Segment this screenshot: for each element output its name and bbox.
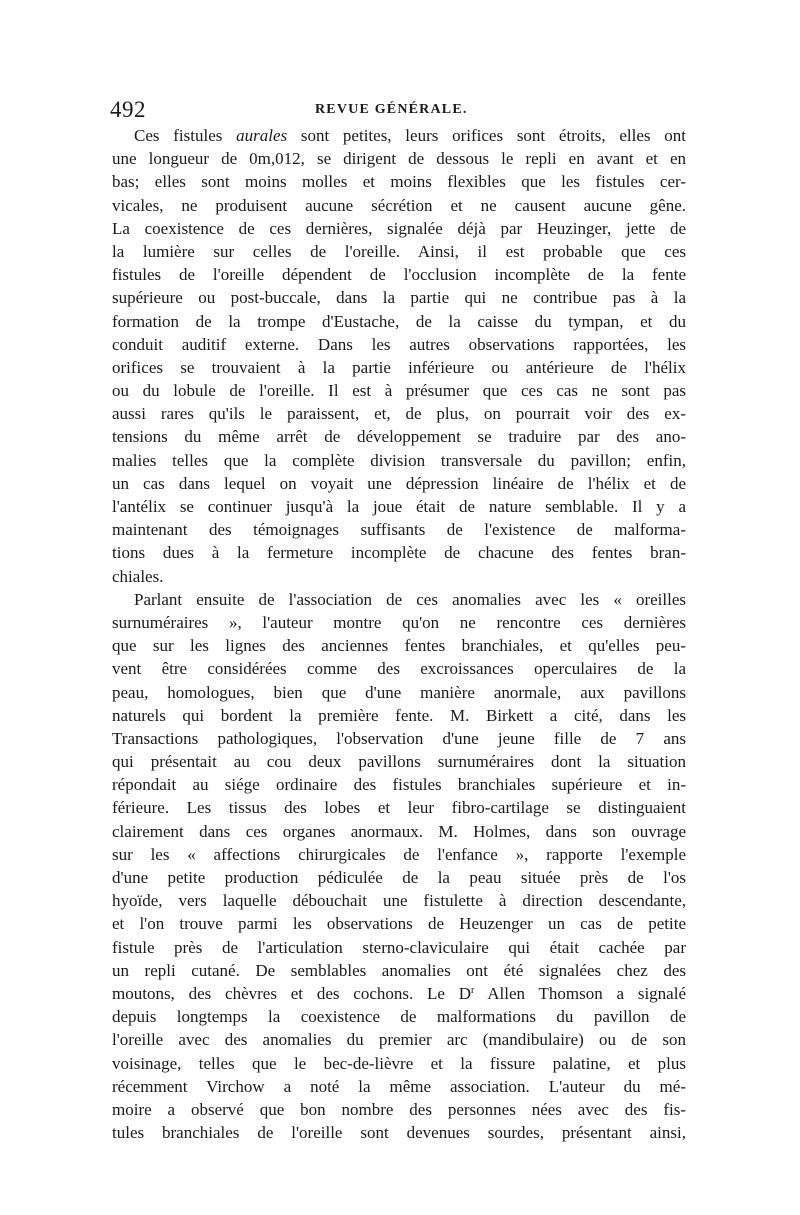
text-line: supérieure ou post-buccale, dans la partie qui ne contribue pas à la — [112, 288, 686, 308]
text-line: fistules de l'oreille dépendent de l'occlusion incomplète de la fente — [112, 265, 686, 285]
text-line: un repli cutané. De semblables anomalies ont été signalées chez des — [112, 960, 686, 980]
text-line: bas; elles sont moins molles et moins flexibles que les fistules cer- — [112, 172, 686, 192]
text-line: férieure. Les tissus des lobes et leur fibro-cartilage se distinguaient — [112, 798, 686, 818]
body-text — [112, 124, 686, 1144]
text-line: formation de la trompe d'Eustache, de la caisse du tympan, et du — [112, 311, 686, 331]
superscript: r — [471, 984, 475, 996]
text-line: tions dues à la fermeture incomplète de chacune des fentes bran- — [112, 543, 686, 563]
text-line: tules branchiales de l'oreille sont devenues sourdes, présentant ainsi, — [112, 1123, 686, 1143]
text-line: depuis longtemps la coexistence de malformations du pavillon de — [112, 1007, 686, 1027]
text-line: maintenant des témoignages suffisants de l'existence de malforma- — [112, 520, 686, 540]
italic-term: aurales — [236, 126, 288, 145]
text-line: La coexistence de ces dernières, signalée déjà par Heuzinger, jette de — [112, 218, 686, 238]
text-line: hyoïde, vers laquelle débouchait une fistulette à direction descendante, — [112, 891, 686, 911]
page-number: 492 — [110, 97, 146, 122]
text-line: une longueur de 0m,012, se dirigent de dessous le repli en avant et en — [112, 149, 686, 169]
text-line: l'oreille avec des anomalies du premier arc (mandibulaire) ou de son — [112, 1030, 686, 1050]
text-line: sur les « affections chirurgicales de l'enfance », rapporte l'exemple — [112, 844, 686, 864]
text-line: la lumière sur celles de l'oreille. Ainsi, il est probable que ces — [112, 241, 686, 261]
text-line: fistule près de l'articulation sterno-claviculaire qui était cachée par — [112, 937, 686, 957]
text-line: répondait au siége ordinaire des fistules branchiales supérieure et in- — [112, 775, 686, 795]
text-line: un cas dans lequel on voyait une dépression linéaire de l'hélix et de — [112, 473, 686, 493]
text-line: voisinage, telles que le bec-de-lièvre et la fissure palatine, et plus — [112, 1053, 686, 1073]
text-line: ou du lobule de l'oreille. Il est à présumer que ces cas ne sont pas — [112, 381, 686, 401]
text-line: malies telles que la complète division transversale du pavillon; enfin, — [112, 450, 686, 470]
text-line: naturels qui bordent la première fente. M. Birkett a cité, dans les — [112, 705, 686, 725]
text-line: surnuméraires », l'auteur montre qu'on ne rencontre ces dernières — [112, 612, 686, 632]
text-line: Transactions pathologiques, l'observation d'une jeune fille de 7 ans — [112, 728, 686, 748]
text-line: moire a observé que bon nombre des personnes nées avec des fis- — [112, 1099, 686, 1119]
text-line: aussi rares qu'ils le paraissent, et, de plus, on pourrait voir des ex- — [112, 404, 686, 424]
text-line: et l'on trouve parmi les observations de Heuzenger un cas de petite — [112, 914, 686, 934]
text-line: Parlant ensuite de l'association de ces anomalies avec les « oreilles — [134, 589, 686, 609]
text-line: chiales. — [112, 566, 164, 586]
text-line: qui présentait au cou deux pavillons surnuméraires dont la situation — [112, 752, 686, 772]
text-line: tensions du même arrêt de développement se traduire par des ano- — [112, 427, 686, 447]
text-line: vent être considérées comme des excroissances operculaires de la — [112, 659, 686, 679]
text-line: que sur les lignes des anciennes fentes branchiales, et qu'elles peu- — [112, 636, 686, 656]
text-line: orifices se trouvaient à la partie inférieure ou antérieure de l'hélix — [112, 357, 686, 377]
text-line: récemment Virchow a noté la même association. L'auteur du mé- — [112, 1076, 686, 1096]
text-line: conduit auditif externe. Dans les autres observations rapportées, les — [112, 334, 686, 354]
text-line: clairement dans ces organes anormaux. M. Holmes, dans son ouvrage — [112, 821, 686, 841]
running-head: REVUE GÉNÉRALE. — [315, 102, 468, 117]
text-line: vicales, ne produisent aucune sécrétion et ne causent aucune gêne. — [112, 195, 686, 215]
text-line: d'une petite production pédiculée de la peau située près de l'os — [112, 868, 686, 887]
page-header — [110, 97, 685, 125]
text-line: Ces fistules aurales sont petites, leurs orifices sont étroits, elles ont — [134, 126, 686, 145]
text-line: peau, homologues, bien que d'une manière anormale, aux pavillons — [112, 682, 686, 702]
text-line: moutons, des chèvres et des cochons. Le $D^r$ Allen Thomson a signalé — [112, 983, 686, 1003]
text-line: l'antélix se continuer jusqu'à la joue était de nature semblable. Il y a — [112, 497, 686, 516]
